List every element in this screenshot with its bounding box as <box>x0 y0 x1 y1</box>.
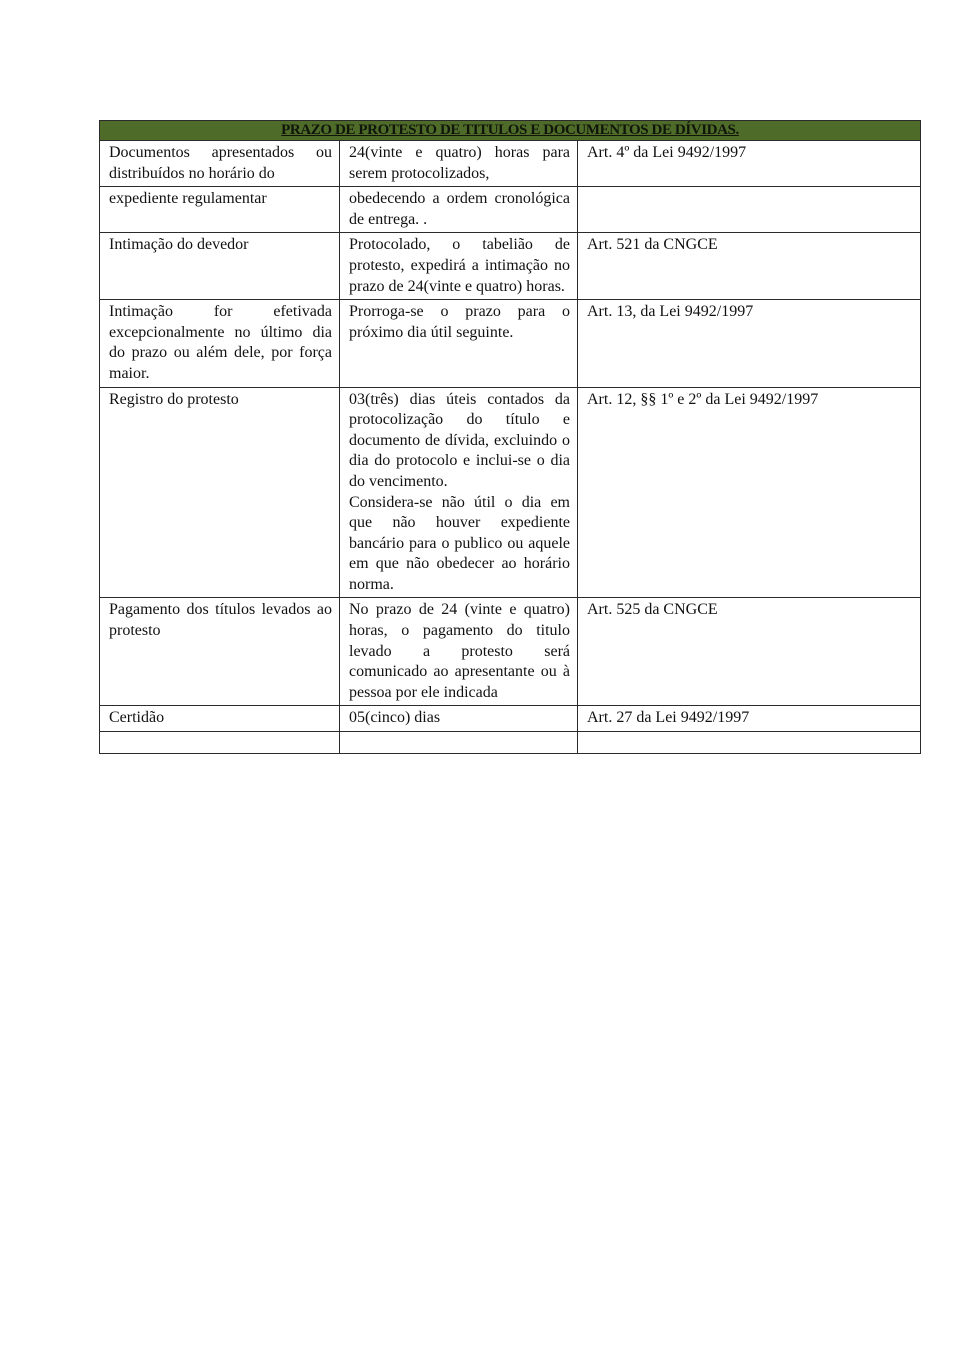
table-row <box>100 706 921 732</box>
table-row <box>100 141 921 187</box>
deadlines-table <box>99 120 921 754</box>
table-cell <box>340 387 578 598</box>
table-cell <box>340 732 578 754</box>
table-cell: Documentos apresentados ou distribuídos no horário do <box>100 141 340 187</box>
table-cell: Certidão <box>100 706 340 732</box>
table-cell: 24(vinte e quatro) horas para serem protocolizados, <box>340 141 578 187</box>
table-cell: Art. 13, da Lei 9492/1997 <box>578 300 921 387</box>
table-title: PRAZO DE PROTESTO DE TITULOS E DOCUMENTOS DE DÍVIDAS. <box>100 121 921 141</box>
table-cell <box>578 732 921 754</box>
table-cell: Art. 27 da Lei 9492/1997 <box>578 706 921 732</box>
table-cell: expediente regulamentar <box>100 187 340 233</box>
table-cell: Art. 4º da Lei 9492/1997 <box>578 141 921 187</box>
table-cell: Protocolado, o tabelião de protesto, expedirá a intimação no prazo de 24(vinte e quatro) horas. <box>340 233 578 300</box>
table-cell: Intimação for efetivada excepcionalmente no último dia do prazo ou além dele, por força maior. <box>100 300 340 387</box>
table-cell: obedecendo a ordem cronológica de entrega. . <box>340 187 578 233</box>
table-row <box>100 598 921 706</box>
table-cell: 05(cinco) dias <box>340 706 578 732</box>
table-cell: Art. 525 da CNGCE <box>578 598 921 706</box>
table-row <box>100 387 921 598</box>
table-header-row <box>100 121 921 141</box>
table-row <box>100 233 921 300</box>
table-cell <box>578 187 921 233</box>
table-cell: Prorroga-se o prazo para o próximo dia útil seguinte. <box>340 300 578 387</box>
table-row <box>100 732 921 754</box>
table-cell: Pagamento dos títulos levados ao protesto <box>100 598 340 706</box>
table-cell: Intimação do devedor <box>100 233 340 300</box>
cell-paragraph: 03(três) dias úteis contados da protocolização do título e documento de dívida, excluindo o dia do protocolo e inclui-se o dia do vencimento. <box>349 390 570 490</box>
table-row <box>100 187 921 233</box>
table-row <box>100 300 921 387</box>
table-cell: Art. 12, §§ 1º e 2º da Lei 9492/1997 <box>578 387 921 598</box>
table-cell: No prazo de 24 (vinte e quatro) horas, o pagamento do titulo levado a protesto será comunicado ao apresentante ou à pessoa por ele indicada <box>340 598 578 706</box>
table-cell: Art. 521 da CNGCE <box>578 233 921 300</box>
table-cell: Registro do protesto <box>100 387 340 598</box>
table-cell <box>100 732 340 754</box>
cell-paragraph: Considera-se não útil o dia em que não houver expediente bancário para o publico ou aquele em que não obedecer ao horário norma. <box>349 493 570 593</box>
